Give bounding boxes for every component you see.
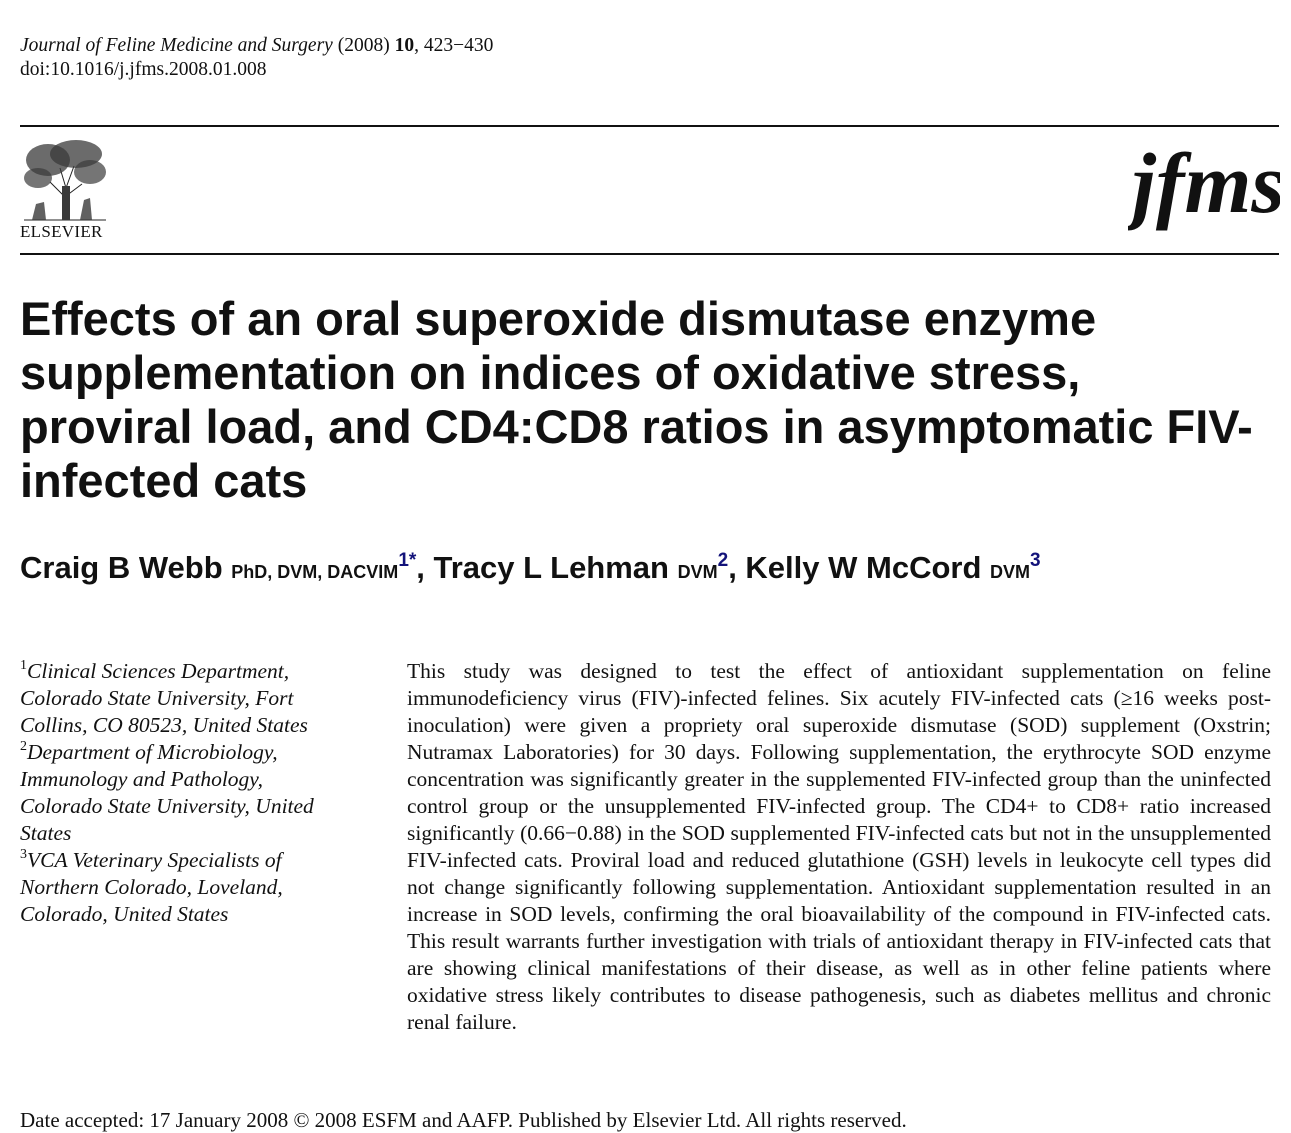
- author-1: [20, 550, 434, 585]
- affiliation-marker[interactable]: 2: [717, 550, 729, 571]
- affiliation-3: [20, 847, 370, 928]
- affiliation-number: 3: [20, 847, 27, 862]
- page-range: , 423−430: [414, 35, 494, 56]
- journal-name: Journal of Feline Medicine and Surgery: [20, 35, 333, 56]
- header-rule-top: [20, 125, 1279, 127]
- article-title: Effects of an oral superoxide dismutase enzyme supplementation on indices of oxidative stress, proviral load, and CD4:CD8 ratios in asymptomatic FIV-infected cats: [20, 292, 1253, 507]
- publication-year: (2008): [337, 35, 390, 56]
- jfms-logo-text: jfms: [1132, 135, 1280, 231]
- author-list: [20, 550, 1041, 586]
- author-separator: ,: [728, 550, 746, 585]
- author-separator: ,: [416, 550, 434, 585]
- author-degrees: PhD, DVM, DACVIM: [231, 562, 399, 582]
- jfms-journal-logo: [1128, 128, 1280, 240]
- affiliation-1: [20, 658, 370, 739]
- author-2: [434, 550, 746, 585]
- acceptance-copyright-line: Date accepted: 17 January 2008 © 2008 ESFM and AAFP. Published by Elsevier Ltd. All rights reserved.: [20, 1108, 907, 1132]
- affiliation-2: [20, 739, 370, 847]
- publisher-name: ELSEVIER: [20, 222, 103, 241]
- affiliation-marker[interactable]: 3: [1030, 550, 1041, 571]
- author-3: [745, 550, 1040, 585]
- author-name: Tracy L Lehman: [433, 550, 669, 585]
- affiliations-block: [20, 658, 370, 928]
- affiliation-number: 1: [20, 658, 27, 673]
- author-degrees: DVM: [990, 562, 1031, 582]
- volume-number: 10: [394, 35, 415, 56]
- doi-link[interactable]: doi:10.1016/j.jfms.2008.01.008: [20, 59, 267, 80]
- author-name: Craig B Webb: [20, 550, 223, 585]
- affiliation-number: 2: [20, 739, 27, 754]
- affiliation-text: Department of Microbiology, Immunology and Pathology, Colorado State University, United States: [20, 740, 314, 845]
- header-rule-bottom: [20, 253, 1279, 255]
- affiliation-text: Clinical Sciences Department, Colorado State University, Fort Collins, CO 80523, United States: [20, 659, 308, 737]
- author-degrees: DVM: [677, 562, 718, 582]
- citation-line: [20, 34, 493, 58]
- abstract-text: This study was designed to test the effect of antioxidant supplementation on feline immunodeficiency virus (FIV)-infected felines. Six acutely FIV-infected cats (≥16 weeks post-inoculation) were given a propriety oral superoxide dismutase (SOD) supplement (Oxstrin; Nutramax Laboratories) for 30 days. Following supplementation, the erythrocyte SOD enzyme concentration was significantly greater in the supplemented FIV-infected group than the uninfected control group or the unsupplemented FIV-infected group. The CD4+ to CD8+ ratio increased significantly (0.66−0.88) in the SOD supplemented FIV-infected cats but not in the unsupplemented FIV-infected cats. Proviral load and reduced glutathione (GSH) levels in leukocyte cell types did not change significantly following supplementation. Antioxidant supplementation resulted in an increase in SOD levels, confirming the oral bioavailability of the compound in FIV-infected cats. This result warrants further investigation with trials of antioxidant therapy in FIV-infected cats that are showing clinical manifestations of their disease, as well as in other feline patients where oxidative stress likely contributes to disease pathogenesis, such as diabetes mellitus and chronic renal failure.: [407, 659, 1271, 1034]
- citation-block: [20, 34, 493, 82]
- affiliation-text: VCA Veterinary Specialists of Northern Colorado, Loveland, Colorado, United States: [20, 848, 283, 926]
- author-name: Kelly W McCord: [745, 550, 982, 585]
- affiliation-marker[interactable]: 1*: [398, 550, 417, 571]
